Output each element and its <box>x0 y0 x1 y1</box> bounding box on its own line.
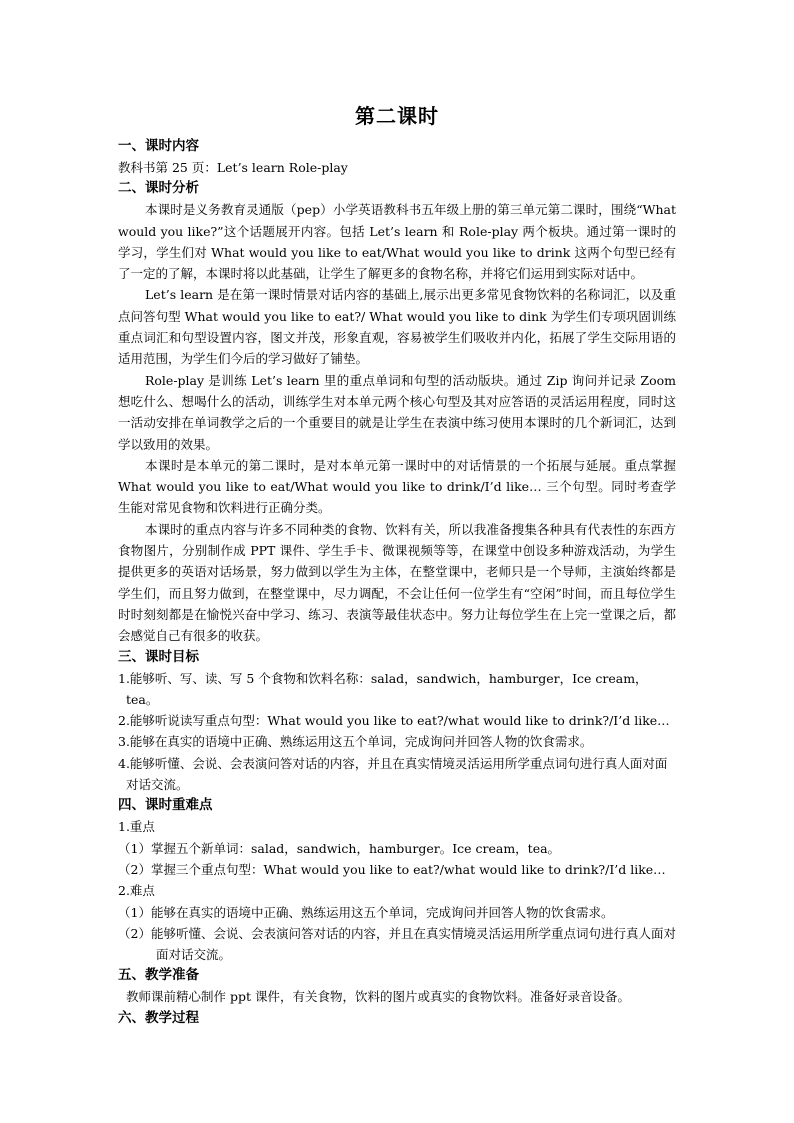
document-page <box>118 102 676 1029</box>
goal-item: 1.能够听、写、读、写 5 个食物和饮料名称：salad，sandwich，hamburger，Ice cream，tea。 <box>118 670 648 707</box>
section-heading-key-points: 四、课时重难点 <box>118 797 213 814</box>
difficult-item: （2）能够听懂、会说、会表演问答对话的内容，并且在真实情境灵活运用所学重点词句进行真人面对面对话交流。 <box>118 925 676 963</box>
content-text: 教科书第 25 页：Let’s learn Role-play <box>118 160 348 175</box>
key-item: （1）掌握五个新单词：salad，sandwich，hamburger。Ice cream，tea。 <box>118 840 561 856</box>
document-title: 第二课时 <box>355 104 439 128</box>
analysis-paragraph: 本课时是本单元的第二课时，是对本单元第一课时中的对话情景的一个拓展与延展。重点掌握 What would you like to eat/What would you like to drink/I’d like… 三个句型。同时考查学生能对常见食物和饮料进行正确分类。 <box>118 457 676 516</box>
analysis-paragraph: 本课时是义务教育灵通版（pep）小学英语教科书五年级上册的第三单元第二课时，围绕“What would you like?”这个话题展开内容。包括 Let’s learn 和 Role-play 两个板块。通过第一课时的学习，学生们对 What would you like to eat/What would you like to drink 这两个句型已经有了一定的了解，本课时将以此基础，让学生了解更多的食物名称，并将它们运用到实际对话中。 <box>118 202 676 282</box>
difficult-item: （1）能够在真实的语境中正确、熟练运用这五个单词，完成询问并回答人物的饮食需求。 <box>118 904 614 920</box>
preparation-text: 教师课前精心制作 ppt 课件，有关食物，饮料的图片或真实的食物饮料。准备好录音设备。 <box>126 989 630 1005</box>
key-label: 1.重点 <box>118 819 155 835</box>
section-heading-content: 一、课时内容 <box>118 138 199 154</box>
analysis-paragraph: 本课时的重点内容与许多不同种类的食物、饮料有关，所以我准备搜集各种具有代表性的东西方食物图片，分别制作成 PPT 课件、学生手卡、微课视频等等，在课堂中创设多种游戏活动，为学生提供更多的英语对话场景，努力做到以学生为主体，在整堂课中，老师只是一个导师，主演始终都是学生们，而且努力做到，在整堂课中，尽力调配，不会让任何一位学生有“空闲”时间，而且每位学生时时刻刻都是在愉悦兴奋中学习、练习、表演等最佳状态中。努力让每位学生在上完一堂课之后，都会感觉自己有很多的收获。 <box>118 521 676 644</box>
section-heading-goals: 三、课时目标 <box>118 648 199 665</box>
goal-item: 3.能够在真实的语境中正确、熟练运用这五个单词，完成询问并回答人物的饮食需求。 <box>118 734 593 750</box>
analysis-paragraph: Let’s learn 是在第一课时情景对话内容的基础上,展示出更多常见食物饮料的名称词汇，以及重点问答句型 What would you like to eat?/ What would you like to dink 为学生们专项巩固训练重点词汇和句型设置内容，图文并茂，形象直观，容易被学生们吸收并内化，拓展了学生交际用语的适用范围，为学生们今后的学习做好了铺垫。 <box>118 287 676 367</box>
key-item: （2）掌握三个重点句型：What would you like to eat?/what would like to drink?/I’d like… <box>118 861 666 877</box>
analysis-paragraph: Role-play 是训练 Let’s learn 里的重点单词和句型的活动版块。通过 Zip 询问并记录 Zoom 想吃什么、想喝什么的活动，训练学生对本单元两个核心句型及其对应答语的灵活运用程度，同时这一活动安排在单词教学之后的一个重要目的就是让学生在表演中练习使用本课时的几个新词汇，达到学以致用的效果。 <box>118 372 676 452</box>
section-heading-process: 六、教学过程 <box>118 1009 199 1026</box>
difficult-label: 2.难点 <box>118 883 155 899</box>
goal-item: 2.能够听说读写重点句型：What would you like to eat?/what would like to drink?/I’d like… <box>118 713 670 729</box>
goal-item: 4.能够听懂、会说、会表演问答对话的内容，并且在真实情境灵活运用所学重点词句进行真人面对面对话交流。 <box>118 755 668 793</box>
section-heading-analysis: 二、课时分析 <box>118 180 199 197</box>
section-heading-preparation: 五、教学准备 <box>118 967 199 984</box>
